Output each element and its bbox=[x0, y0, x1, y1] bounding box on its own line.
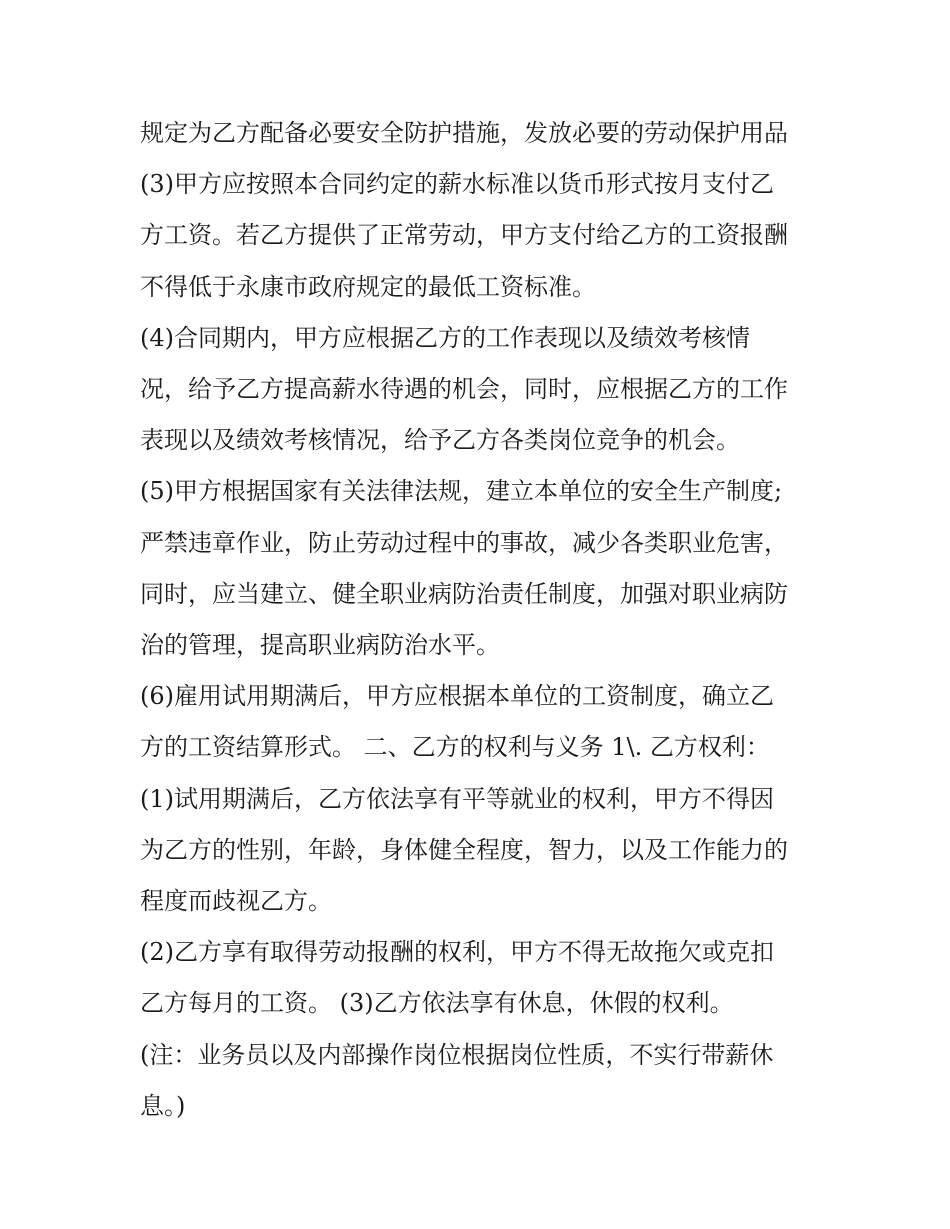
text-line: 况，给予乙方提高薪水待遇的机会，同时，应根据乙方的工作 bbox=[140, 375, 788, 404]
text-line: 方的工资结算形式。 二、乙方的权利与义务 1\. 乙方权利： bbox=[140, 733, 770, 762]
text-line: 治的管理，提高职业病防治水平。 bbox=[140, 631, 500, 660]
text-line: (1)试用期满后，乙方依法享有平等就业的权利，甲方不得因 bbox=[140, 784, 774, 813]
text-line: (5)甲方根据国家有关法律法规，建立本单位的安全生产制度; bbox=[140, 477, 783, 506]
text-line: 严禁违章作业，防止劳动过程中的事故，减少各类职业危害， bbox=[140, 528, 788, 557]
text-line: 方工资。若乙方提供了正常劳动，甲方支付给乙方的工资报酬 bbox=[140, 221, 788, 250]
text-line: 息。) bbox=[140, 1091, 186, 1120]
text-line: (注：业务员以及内部操作岗位根据岗位性质，不实行带薪休 bbox=[140, 1040, 774, 1069]
text-line: 乙方每月的工资。 (3)乙方依法享有休息，休假的权利。 bbox=[140, 989, 734, 1018]
text-line: (4)合同期内，甲方应根据乙方的工作表现以及绩效考核情 bbox=[140, 323, 750, 352]
text-line: (3)甲方应按照本合同约定的薪水标准以货币形式按月支付乙 bbox=[140, 170, 774, 199]
text-line: 不得低于永康市政府规定的最低工资标准。 bbox=[140, 272, 596, 301]
text-line: (2)乙方享有取得劳动报酬的权利，甲方不得无故拖欠或克扣 bbox=[140, 938, 774, 967]
text-line: 程度而歧视乙方。 bbox=[140, 887, 332, 916]
text-line: 同时，应当建立、健全职业病防治责任制度，加强对职业病防 bbox=[140, 579, 788, 608]
document-body bbox=[140, 108, 820, 1132]
text-line: (6)雇用试用期满后，甲方应根据本单位的工资制度，确立乙 bbox=[140, 682, 774, 711]
text-line: 为乙方的性别，年龄，身体健全程度，智力，以及工作能力的 bbox=[140, 835, 788, 864]
text-line: 表现以及绩效考核情况，给予乙方各类岗位竞争的机会。 bbox=[140, 426, 740, 455]
text-line: 规定为乙方配备必要安全防护措施，发放必要的劳动保护用品 bbox=[140, 119, 788, 147]
